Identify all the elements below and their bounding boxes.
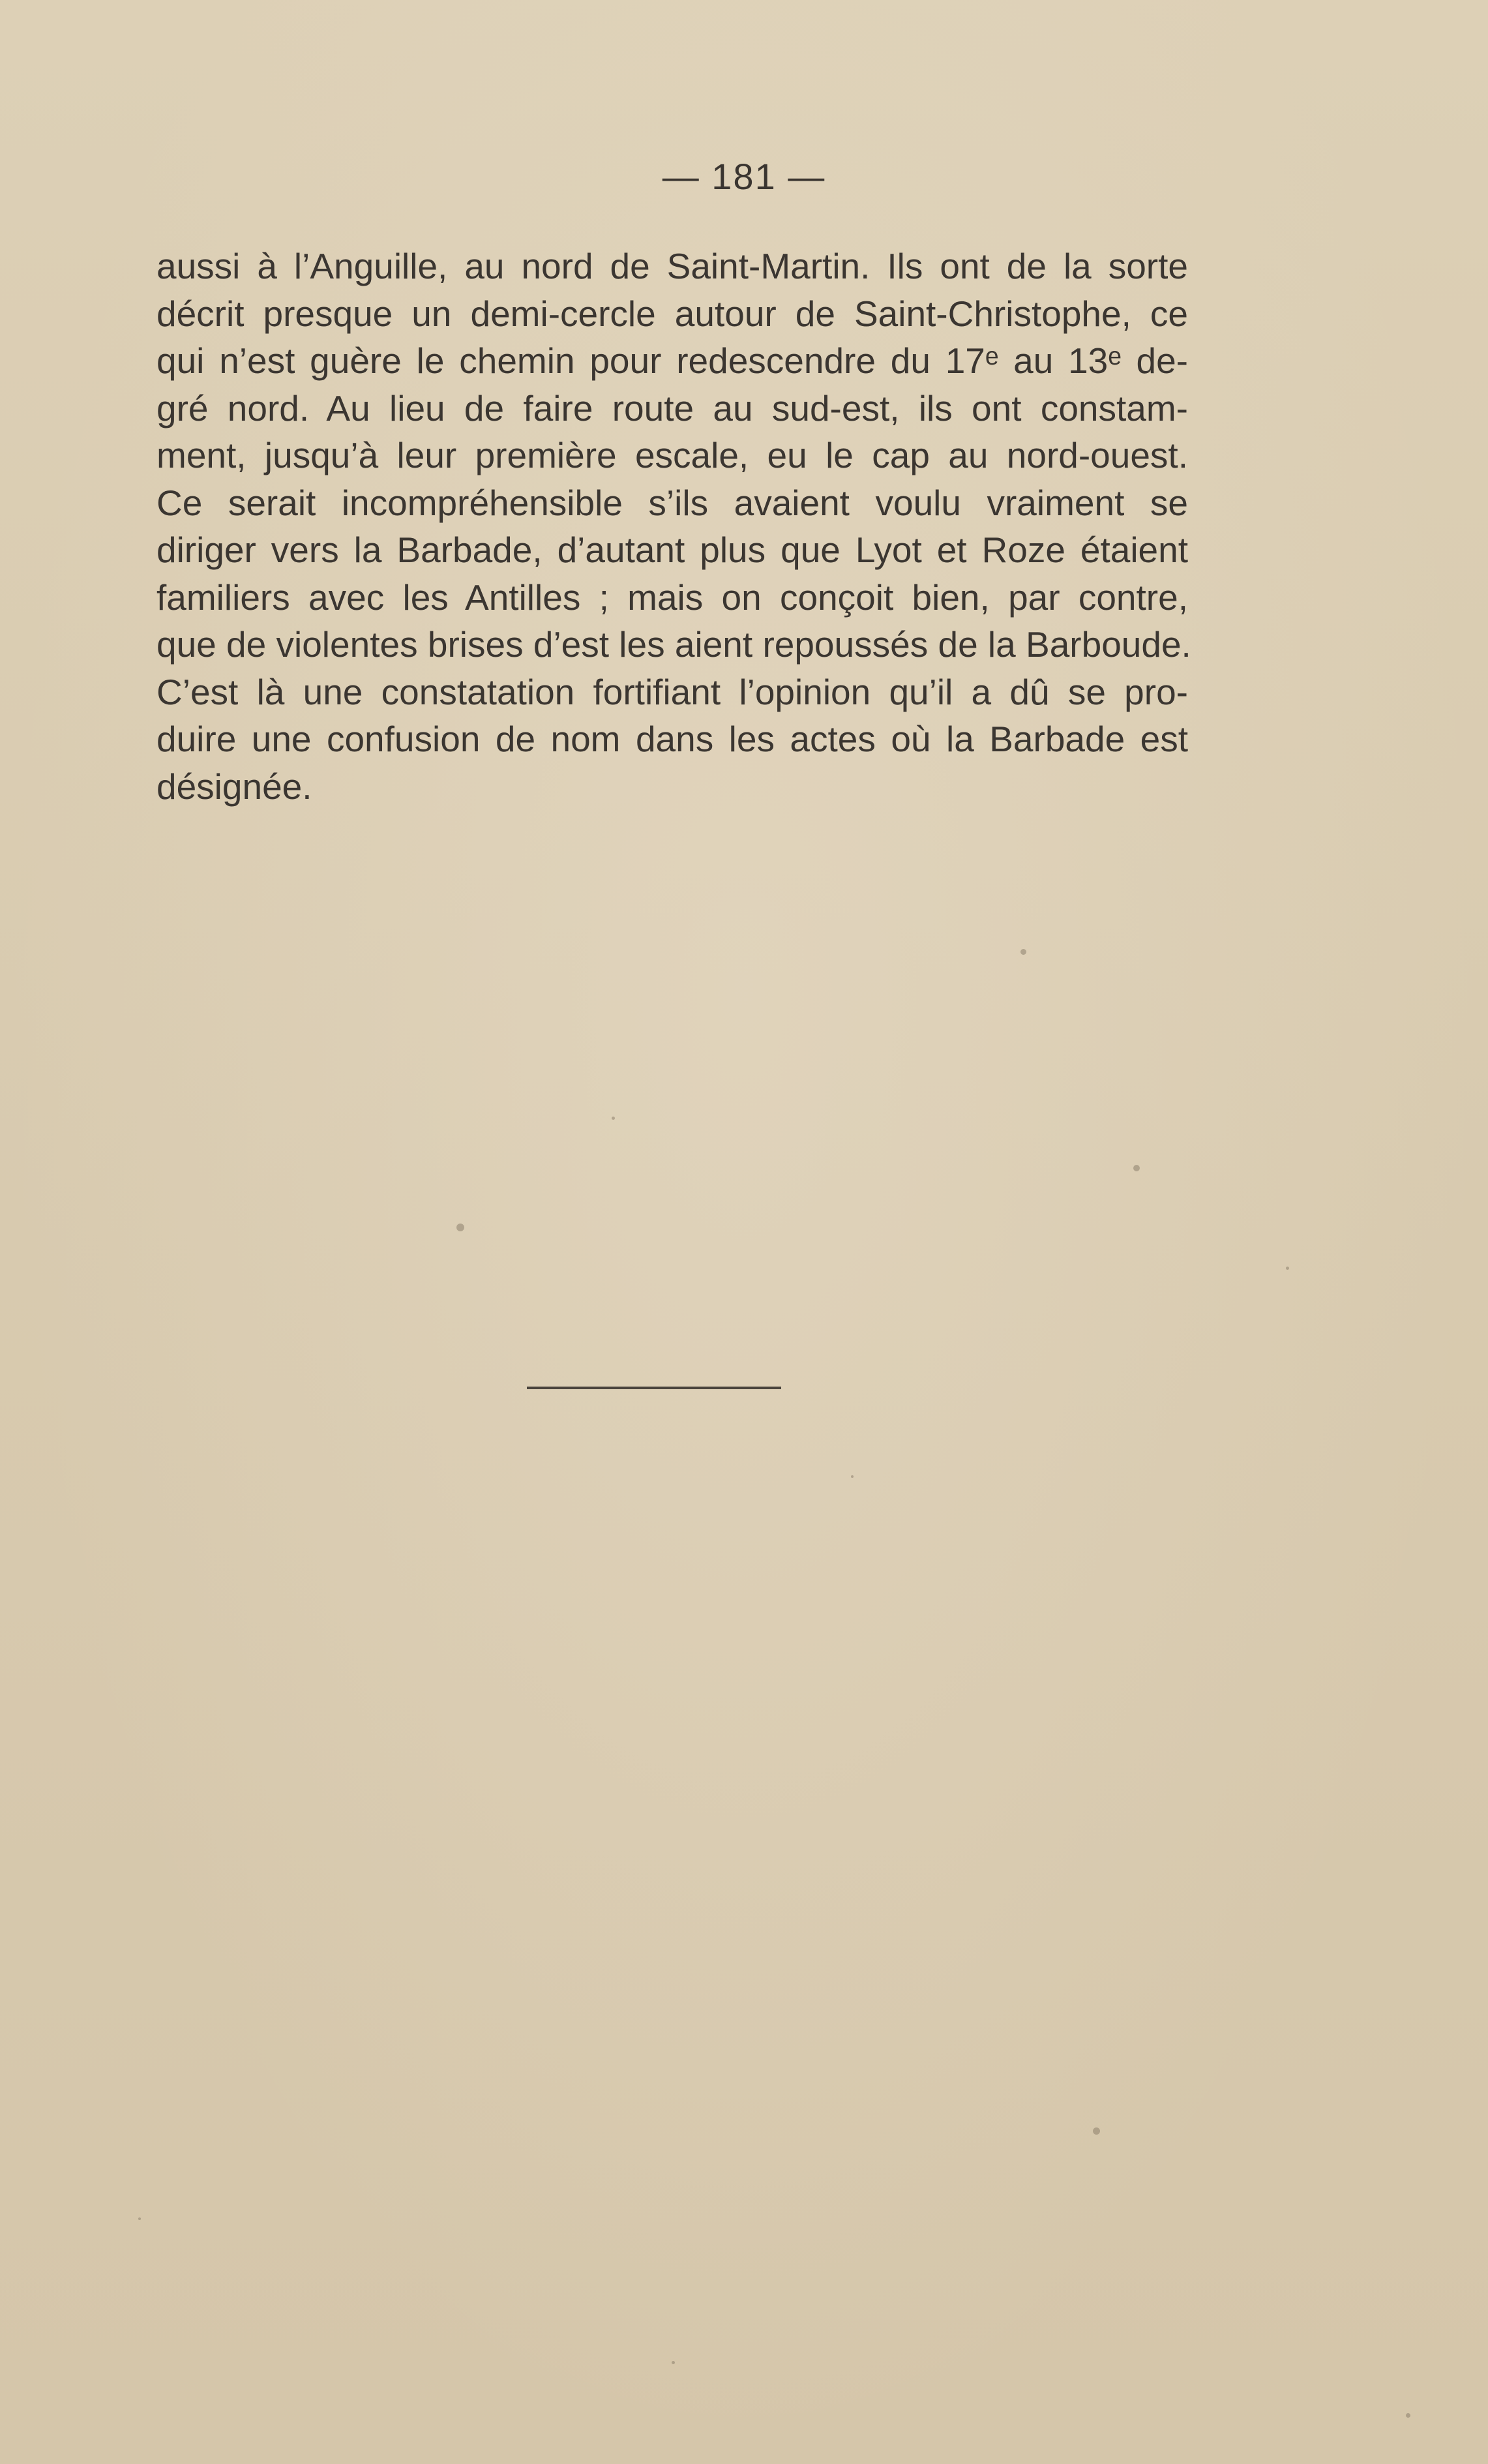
paper-speck — [138, 2217, 141, 2220]
text-line: diriger vers la Barbade, d’autant plus que Lyot et Roze étaient — [156, 530, 1188, 570]
paper-speck — [612, 1117, 615, 1120]
paper-speck — [1020, 949, 1026, 955]
text-line: C’est là une constatation fortifiant l’opinion qu’il a dû se pro- — [156, 671, 1188, 712]
paper-speck — [1406, 2413, 1410, 2418]
text-line: gré nord. Au lieu de faire route au sud-est, ils ont constam- — [156, 387, 1188, 428]
paper-speck — [456, 1224, 464, 1231]
paper-speck — [851, 1475, 854, 1478]
body-paragraph — [156, 243, 1191, 810]
text-line: qui n’est guère le chemin pour redescendre du 17ᵉ au 13ᵉ de- — [156, 340, 1188, 381]
text-line: familiers avec les Antilles ; mais on conçoit bien, par contre, — [156, 577, 1188, 618]
text-line: décrit presque un demi-cercle autour de Saint-Christophe, ce — [156, 293, 1188, 334]
text-line: duire une confusion de nom dans les actes où la Barbade est — [156, 719, 1188, 759]
section-end-rule — [527, 1387, 781, 1389]
paper-speck — [1133, 1165, 1140, 1171]
paper-speck — [1093, 2127, 1100, 2135]
text-line: Ce serait incompréhensible s’ils avaient voulu vraiment se — [156, 482, 1188, 523]
paper-speck — [1286, 1267, 1289, 1270]
text-line: ment, jusqu’à leur première escale, eu le cap au nord-ouest. — [156, 435, 1188, 475]
text-line: que de violentes brises d’est les aient repoussés de la Barboude. — [156, 624, 1191, 665]
page-number: — 181 — — [662, 156, 826, 197]
text-line: aussi à l’Anguille, au nord de Saint-Martin. Ils ont de la sorte — [156, 246, 1188, 286]
text-line: désignée. — [156, 766, 312, 807]
paper-speck — [672, 2361, 675, 2364]
